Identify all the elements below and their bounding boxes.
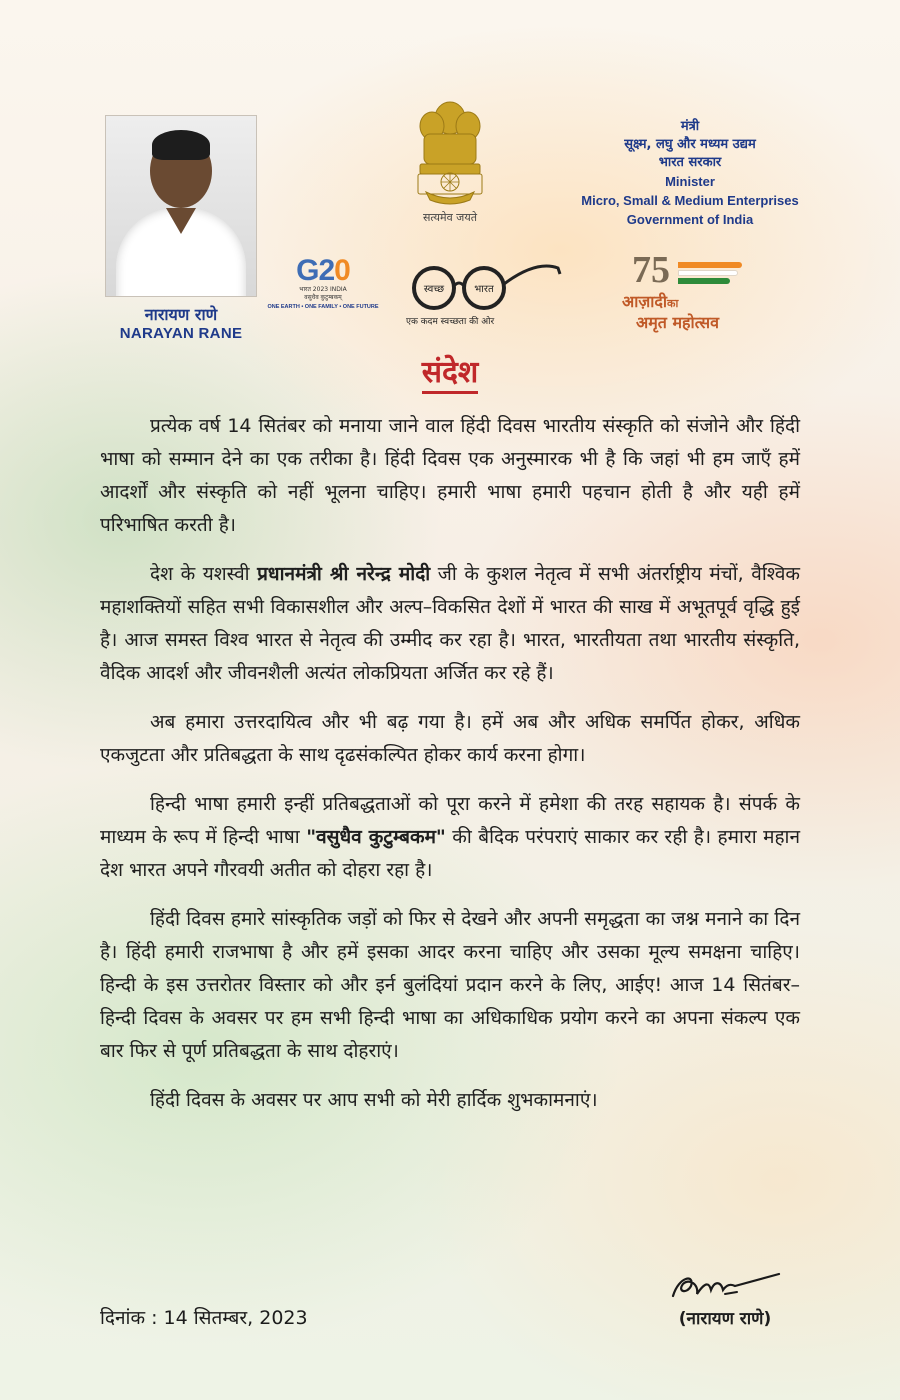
paragraph-1: प्रत्येक वर्ष 14 सितंबर को मनाया जाने वाल हिंदी दिवस भारतीय संस्कृति को संजोने और हिंदी भाषा को सम्मान देने का एक तरीका है। हिंदी दिवस एक अनुस्मारक भी है कि जहां भी हम जाएँ हमें आदर्शों और संस्कृति को नहीं भूलना चाहिए। हमारी भाषा हमारी पहचान होती है और यही हमें परिभाषित करती है। [100, 415, 800, 536]
designation-hindi-line-1: मंत्री [680, 119, 700, 134]
paragraph-3: अब हमारा उत्तरदायित्व और भी बढ़ गया है। हमें अब और अधिक समर्पित होकर, अधिक एकजुटता और प्रतिबद्धता के साथ दृढसंकल्पित होकर कार्य करना होगा। [100, 711, 800, 766]
signature-block [660, 1270, 790, 1329]
g20-wordmark: G20 [296, 254, 350, 287]
signatory-name: (नारायण राणे) [678, 1309, 772, 1329]
designation-hindi-line-2: सूक्ष्म, लघु और मध्यम उद्यम [624, 137, 756, 152]
paragraph-4: हिन्दी भाषा हमारी इन्हीं प्रतिबद्धताओं को पूरा करने में हमेशा की तरह सहायक है। संपर्क के माध्यम के रूप में हिन्दी भाषा "वसुधैव कुटुम्बकम" की बैदिक परंपराएं साकार कर रही है। हमारा महान देश भारत अपने गौरवयी अतीत को दोहरा रहा है। [100, 793, 801, 881]
designation-english-line-2: Micro, Small & Medium Enterprises [581, 193, 799, 208]
gandhi-spectacles-icon [406, 258, 566, 312]
national-emblem [402, 96, 498, 225]
pm-name: प्रधानमंत्री श्री नरेन्द्र मोदी [257, 563, 431, 585]
designation-english-line-3: Government of India [626, 212, 754, 227]
minister-profile [105, 115, 257, 342]
designation-english-line-1: Minister [665, 174, 715, 189]
handwritten-signature-icon [665, 1270, 785, 1304]
g20-subtitle-2: वसुधैव कुटुम्बकम् [304, 294, 342, 301]
swachh-tagline: एक कदम स्वच्छता की ओर [406, 317, 495, 327]
swachh-bharat-logo [406, 258, 566, 327]
vasudhaiva-phrase: "वसुधैव कुटुम्बकम" [306, 826, 446, 848]
emblem-motto: सत्यमेव जयते [422, 211, 477, 224]
swachh-right-word: भारत [474, 284, 494, 295]
azadi-line-2: अमृत महोत्सव [636, 313, 719, 332]
minister-photo [105, 115, 257, 297]
designation-hindi-line-3: भारत सरकार [658, 155, 722, 170]
azadi-amrit-mahotsav-logo [622, 249, 762, 332]
minister-name-english: NARAYAN RANE [119, 325, 243, 342]
message-title: संदेश [0, 350, 900, 391]
minister-name-hindi: नारायण राणे [144, 305, 218, 324]
swachh-left-word: स्वच्छ [423, 284, 445, 295]
azadi-line-1: आज़ादीका [622, 292, 679, 311]
g20-tagline: ONE EARTH • ONE FAMILY • ONE FUTURE [267, 304, 379, 310]
paragraph-5: हिंदी दिवस हमारे सांस्कृतिक जड़ों को फिर से देखने और अपनी समृद्धता का जश्न मनाने का दिन है। हिंदी हमारी राजभाषा है और हमें इसका आदर करना चाहिए और उसका मूल्य समक्षना चाहिए। हिन्दी के इस उत्तरोतर विस्तार को और इर्न बुलंदियां प्रदान करने के लिए, आईए! आज 14 सितंबर–हिन्दी दिवस के अवसर पर हम सभी हिन्दी भाषा का अधिकाधिक प्रयोग करने का अपना संकल्प एक बार फिर से पूर्ण प्रतिबद्धता के साथ दोहराएं। [100, 908, 800, 1062]
message-date: दिनांक : 14 सितम्बर, 2023 [100, 1307, 308, 1329]
lion-capital-icon [410, 96, 490, 208]
tricolour-flag-icon [678, 262, 742, 286]
paragraph-6: हिंदी दिवस के अवसर पर आप सभी को मेरी हार्दिक शुभकामनाएं। [150, 1089, 598, 1111]
minister-designation [560, 118, 820, 229]
g20-logo [262, 256, 384, 310]
azadi-number: 75 [632, 249, 670, 291]
g20-subtitle: भारत 2023 INDIA [299, 286, 347, 293]
message-body [100, 410, 800, 1133]
paragraph-2: देश के यशस्वी प्रधानमंत्री श्री नरेन्द्र मोदी जी के कुशल नेतृत्व में सभी अंतर्राष्ट्रीय मंचों, वैश्विक महाशक्तियों सहित सभी विकासशील और अल्प–विकसित देशों में भारत की साख में अभूतपूर्व वृद्धि हुई है। आज समस्त विश्व भारत से नेतृत्व की उम्मीद कर रहा है। भारत, भारतीयता तथा भारतीय संस्कृति, वैदिक आदर्श और जीवनशैली अत्यंत लोकप्रियता अर्जित कर रहे हैं। [100, 563, 800, 684]
